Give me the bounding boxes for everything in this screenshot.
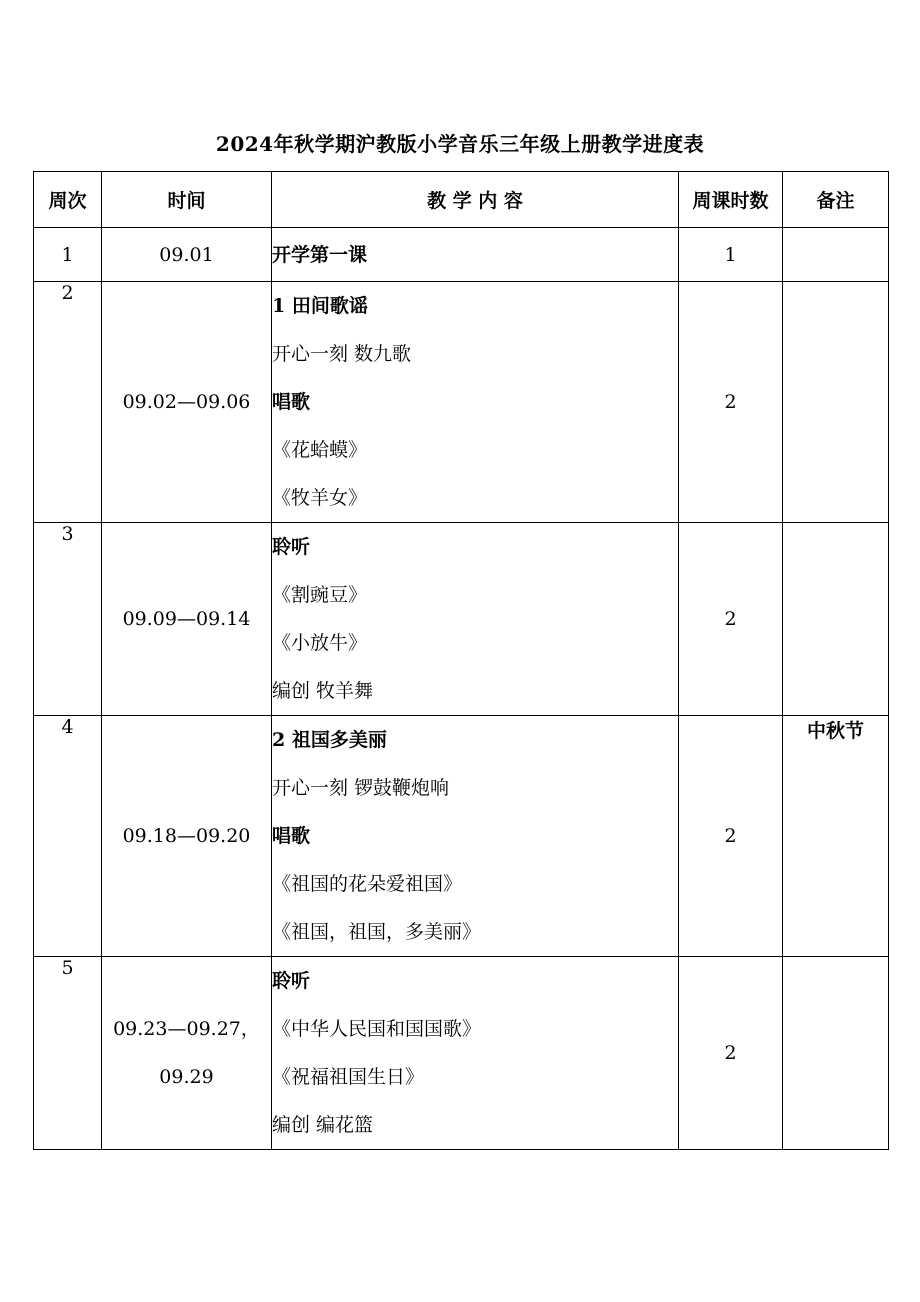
content-line: 开心一刻 数九歌 — [272, 343, 412, 365]
content-cell — [272, 716, 679, 957]
content-line: 2 祖国多美丽 — [272, 729, 387, 751]
note-cell — [783, 282, 889, 523]
note-cell: 中秋节 — [783, 716, 889, 957]
document-title: 2024年秋学期沪教版小学音乐三年级上册教学进度表 — [215, 132, 705, 156]
header-row — [34, 172, 889, 228]
week-cell: 4 — [34, 716, 102, 957]
date-cell: 09.01 — [102, 228, 272, 282]
hours-cell: 2 — [679, 523, 783, 716]
note-cell — [783, 957, 889, 1150]
content-line: 编创 编花篮 — [272, 1114, 374, 1136]
schedule-table — [33, 171, 889, 1150]
content-line: 开心一刻 锣鼓鞭炮响 — [272, 777, 450, 799]
date-cell: 09.02—09.06 — [102, 282, 272, 523]
content-line: 编创 牧羊舞 — [272, 680, 374, 702]
content-line: 唱歌 — [272, 391, 311, 413]
date-line: 09.23—09.27， — [113, 1018, 260, 1040]
table-row — [34, 523, 889, 716]
week-cell: 1 — [34, 228, 102, 282]
date-cell: 09.09—09.14 — [102, 523, 272, 716]
content-cell — [272, 523, 679, 716]
content-line: 《割豌豆》 — [272, 584, 368, 606]
hours-cell: 1 — [679, 228, 783, 282]
content-line: 开学第一课 — [272, 243, 368, 266]
date-cell: 09.18—09.20 — [102, 716, 272, 957]
content-line: 《祖国的花朵爱祖国》 — [272, 873, 463, 895]
table-row — [34, 282, 889, 523]
content-line: 《花蛤蟆》 — [272, 439, 368, 461]
note-cell — [783, 523, 889, 716]
hours-cell: 2 — [679, 282, 783, 523]
hours-cell: 2 — [679, 716, 783, 957]
header-note: 备注 — [783, 172, 889, 228]
header-week: 周次 — [34, 172, 102, 228]
table-row — [34, 716, 889, 957]
header-hours: 周课时数 — [679, 172, 783, 228]
content-cell — [272, 957, 679, 1150]
content-line: 聆听 — [272, 970, 311, 992]
content-line: 聆听 — [272, 536, 311, 558]
content-cell — [272, 228, 679, 282]
hours-cell: 2 — [679, 957, 783, 1150]
content-line: 《小放牛》 — [272, 632, 368, 654]
header-date: 时间 — [102, 172, 272, 228]
content-line: 唱歌 — [272, 825, 311, 847]
content-line: 《牧羊女》 — [272, 487, 368, 509]
week-cell: 5 — [34, 957, 102, 1150]
header-content: 教 学 内 容 — [272, 172, 679, 228]
table-row — [34, 228, 889, 282]
content-line: 《祖国，祖国，多美丽》 — [272, 921, 482, 943]
date-line: 09.29 — [159, 1066, 214, 1088]
week-cell: 2 — [34, 282, 102, 523]
content-line: 《祝福祖国生日》 — [272, 1066, 425, 1088]
date-cell — [102, 957, 272, 1150]
week-cell: 3 — [34, 523, 102, 716]
note-cell — [783, 228, 889, 282]
table-row — [34, 957, 889, 1150]
content-line: 1 田间歌谣 — [272, 295, 368, 317]
content-line: 《中华人民国和国国歌》 — [272, 1018, 482, 1040]
content-cell — [272, 282, 679, 523]
